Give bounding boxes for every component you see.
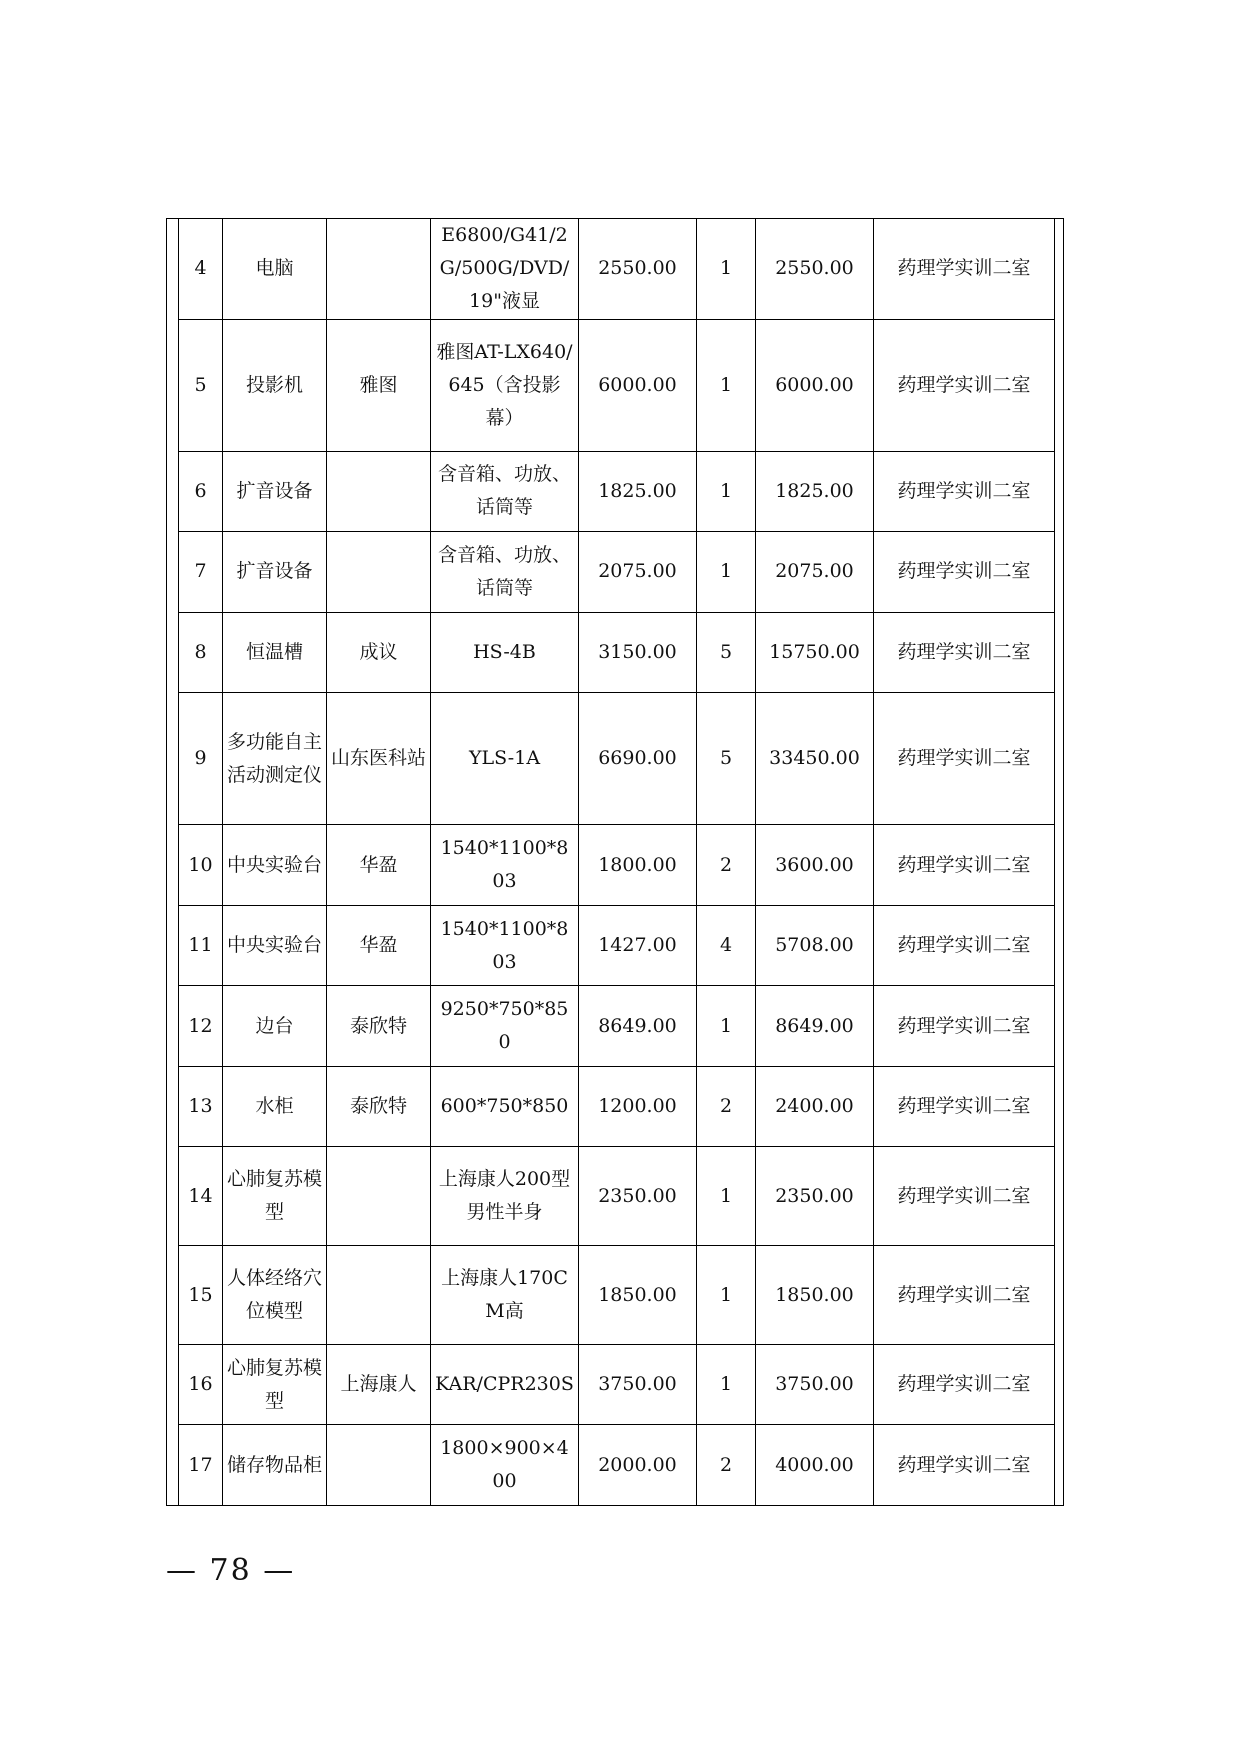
cell-name: 扩音设备 — [223, 451, 327, 532]
cell-name: 心肺复苏模型 — [223, 1147, 327, 1246]
cell-qty: 1 — [697, 1147, 756, 1246]
cell-price: 6000.00 — [579, 319, 697, 451]
cell-qty: 1 — [697, 451, 756, 532]
cell-total: 8649.00 — [756, 986, 874, 1067]
table-row — [179, 1246, 1055, 1345]
table-row — [179, 693, 1055, 825]
cell-no: 9 — [179, 693, 223, 825]
cell-spec: 雅图AT-LX640/645（含投影幕） — [431, 319, 579, 451]
cell-brand — [327, 1425, 431, 1506]
cell-name: 中央实验台 — [223, 825, 327, 906]
cell-no: 17 — [179, 1425, 223, 1506]
cell-spec: 含音箱、功放、话筒等 — [431, 532, 579, 613]
cell-price: 3150.00 — [579, 612, 697, 693]
cell-spec: 1540*1100*803 — [431, 905, 579, 986]
cell-qty: 1 — [697, 986, 756, 1067]
cell-price: 2000.00 — [579, 1425, 697, 1506]
cell-location: 药理学实训二室 — [874, 986, 1055, 1067]
cell-brand — [327, 532, 431, 613]
cell-price: 2550.00 — [579, 219, 697, 320]
cell-name: 中央实验台 — [223, 905, 327, 986]
cell-total: 1850.00 — [756, 1246, 874, 1345]
cell-location: 药理学实训二室 — [874, 532, 1055, 613]
cell-price: 1200.00 — [579, 1066, 697, 1147]
cell-spec: HS-4B — [431, 612, 579, 693]
cell-total: 5708.00 — [756, 905, 874, 986]
cell-total: 2550.00 — [756, 219, 874, 320]
cell-spec: YLS-1A — [431, 693, 579, 825]
cell-qty: 2 — [697, 1425, 756, 1506]
cell-brand: 上海康人 — [327, 1344, 431, 1425]
cell-location: 药理学实训二室 — [874, 825, 1055, 906]
cell-no: 14 — [179, 1147, 223, 1246]
cell-location: 药理学实训二室 — [874, 1147, 1055, 1246]
cell-no: 4 — [179, 219, 223, 320]
table-row — [179, 1344, 1055, 1425]
cell-location: 药理学实训二室 — [874, 1066, 1055, 1147]
cell-spec: 上海康人170CM高 — [431, 1246, 579, 1345]
cell-brand: 华盈 — [327, 825, 431, 906]
cell-name: 多功能自主活动测定仪 — [223, 693, 327, 825]
cell-total: 15750.00 — [756, 612, 874, 693]
cell-total: 33450.00 — [756, 693, 874, 825]
cell-no: 6 — [179, 451, 223, 532]
cell-total: 1825.00 — [756, 451, 874, 532]
cell-no: 7 — [179, 532, 223, 613]
cell-no: 8 — [179, 612, 223, 693]
cell-qty: 1 — [697, 532, 756, 613]
cell-price: 6690.00 — [579, 693, 697, 825]
table-row — [179, 319, 1055, 451]
cell-price: 8649.00 — [579, 986, 697, 1067]
cell-brand: 泰欣特 — [327, 1066, 431, 1147]
cell-qty: 5 — [697, 693, 756, 825]
cell-brand: 成议 — [327, 612, 431, 693]
cell-location: 药理学实训二室 — [874, 693, 1055, 825]
cell-price: 1850.00 — [579, 1246, 697, 1345]
cell-price: 1427.00 — [579, 905, 697, 986]
cell-total: 6000.00 — [756, 319, 874, 451]
cell-brand: 雅图 — [327, 319, 431, 451]
cell-spec: E6800/G41/2G/500G/DVD/19"液显 — [431, 219, 579, 320]
cell-location: 药理学实训二室 — [874, 1425, 1055, 1506]
cell-no: 11 — [179, 905, 223, 986]
cell-price: 1825.00 — [579, 451, 697, 532]
cell-price: 1800.00 — [579, 825, 697, 906]
cell-qty: 1 — [697, 319, 756, 451]
cell-location: 药理学实训二室 — [874, 219, 1055, 320]
cell-total: 2350.00 — [756, 1147, 874, 1246]
cell-spec: 9250*750*850 — [431, 986, 579, 1067]
cell-price: 2350.00 — [579, 1147, 697, 1246]
cell-brand: 泰欣特 — [327, 986, 431, 1067]
cell-brand — [327, 451, 431, 532]
cell-name: 心肺复苏模型 — [223, 1344, 327, 1425]
cell-price: 2075.00 — [579, 532, 697, 613]
page-number: — 78 — — [166, 1553, 296, 1588]
cell-spec: KAR/CPR230S — [431, 1344, 579, 1425]
table-row — [179, 451, 1055, 532]
cell-location: 药理学实训二室 — [874, 1246, 1055, 1345]
cell-no: 15 — [179, 1246, 223, 1345]
cell-total: 3750.00 — [756, 1344, 874, 1425]
cell-location: 药理学实训二室 — [874, 1344, 1055, 1425]
cell-no: 13 — [179, 1066, 223, 1147]
cell-brand — [327, 1147, 431, 1246]
cell-total: 2400.00 — [756, 1066, 874, 1147]
cell-no: 16 — [179, 1344, 223, 1425]
cell-name: 扩音设备 — [223, 532, 327, 613]
equipment-table-body — [179, 219, 1055, 1506]
cell-brand — [327, 1246, 431, 1345]
cell-location: 药理学实训二室 — [874, 905, 1055, 986]
cell-qty: 1 — [697, 1246, 756, 1345]
cell-name: 水柜 — [223, 1066, 327, 1147]
cell-no: 12 — [179, 986, 223, 1067]
cell-name: 人体经络穴位模型 — [223, 1246, 327, 1345]
cell-spec: 1800×900×400 — [431, 1425, 579, 1506]
table-row — [179, 532, 1055, 613]
cell-qty: 4 — [697, 905, 756, 986]
cell-total: 2075.00 — [756, 532, 874, 613]
cell-qty: 2 — [697, 1066, 756, 1147]
table-row — [179, 1147, 1055, 1246]
table-row — [179, 825, 1055, 906]
table-row — [179, 1425, 1055, 1506]
cell-name: 边台 — [223, 986, 327, 1067]
cell-brand: 华盈 — [327, 905, 431, 986]
equipment-table — [178, 218, 1055, 1506]
cell-name: 恒温槽 — [223, 612, 327, 693]
cell-brand: 山东医科站 — [327, 693, 431, 825]
cell-no: 10 — [179, 825, 223, 906]
cell-no: 5 — [179, 319, 223, 451]
cell-qty: 5 — [697, 612, 756, 693]
cell-name: 电脑 — [223, 219, 327, 320]
cell-brand — [327, 219, 431, 320]
cell-total: 4000.00 — [756, 1425, 874, 1506]
table-row — [179, 986, 1055, 1067]
cell-name: 储存物品柜 — [223, 1425, 327, 1506]
cell-location: 药理学实训二室 — [874, 451, 1055, 532]
cell-location: 药理学实训二室 — [874, 612, 1055, 693]
cell-price: 3750.00 — [579, 1344, 697, 1425]
cell-name: 投影机 — [223, 319, 327, 451]
cell-location: 药理学实训二室 — [874, 319, 1055, 451]
cell-spec: 上海康人200型 男性半身 — [431, 1147, 579, 1246]
table-row — [179, 219, 1055, 320]
cell-spec: 1540*1100*803 — [431, 825, 579, 906]
cell-spec: 600*750*850 — [431, 1066, 579, 1147]
table-row — [179, 1066, 1055, 1147]
cell-qty: 1 — [697, 1344, 756, 1425]
table-row — [179, 905, 1055, 986]
cell-qty: 1 — [697, 219, 756, 320]
cell-total: 3600.00 — [756, 825, 874, 906]
cell-spec: 含音箱、功放、话筒等 — [431, 451, 579, 532]
cell-qty: 2 — [697, 825, 756, 906]
table-row — [179, 612, 1055, 693]
